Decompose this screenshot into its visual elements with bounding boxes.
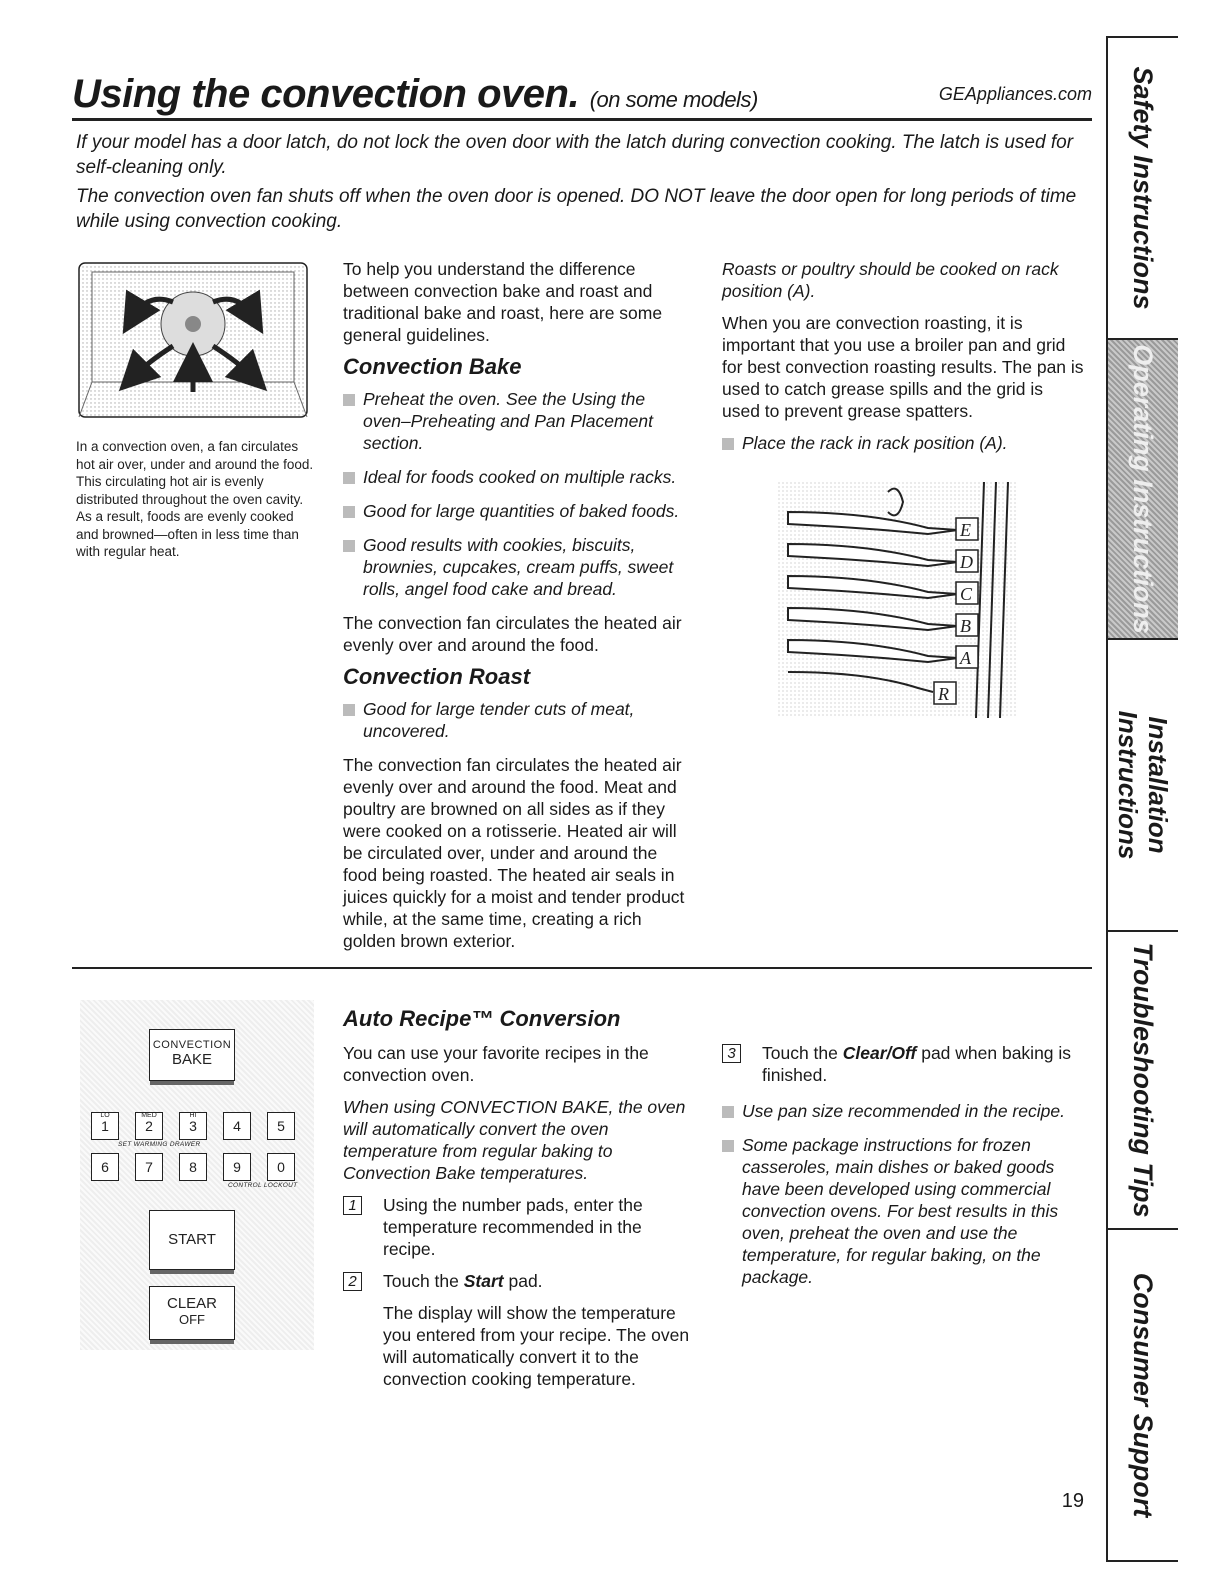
step-2-post: pad. <box>503 1271 543 1291</box>
number-key[interactable] <box>135 1112 163 1140</box>
key-digit: 8 <box>189 1159 197 1175</box>
rack-positions-figure <box>778 482 1018 718</box>
convection-bake-pad[interactable] <box>149 1029 235 1081</box>
convection-bake-heading: Convection Bake <box>343 354 522 379</box>
step-1-number: 1 <box>343 1196 362 1215</box>
step-1-text: Using the number pads, enter the temperature recommended in the recipe. <box>383 1195 643 1259</box>
step-3-post: pad when baking is finished. <box>762 1043 1072 1085</box>
step-2-start: Start <box>463 1271 504 1291</box>
recipe-bullet: Use pan size recommended in the recipe. <box>722 1100 1082 1122</box>
tab-label: Safety Instructions <box>1128 66 1158 310</box>
key-small-label: MED <box>141 1112 157 1119</box>
tab-label: Troubleshooting Tips <box>1128 942 1158 1218</box>
number-key[interactable] <box>267 1153 295 1181</box>
rack-illustration <box>778 482 1018 718</box>
page-title <box>72 72 758 117</box>
step-2-text: The display will show the temperature you entered from your recipe. The oven will automatically convert it to the convection cooking temperature. <box>383 1303 690 1389</box>
key-small-label: HI <box>189 1112 197 1119</box>
convection-bake-pad-line2: BAKE <box>171 1051 213 1068</box>
rack-label-d: D <box>960 552 973 572</box>
number-key[interactable] <box>179 1112 207 1140</box>
key-digit: 7 <box>145 1159 153 1175</box>
warming-drawer-label: SET WARMING DRAWER <box>118 1141 201 1148</box>
key-digit: 1 <box>101 1118 109 1134</box>
tab-label: Operating Instructions <box>1128 344 1158 634</box>
convection-roast-heading: Convection Roast <box>343 664 531 689</box>
website-link[interactable]: GEAppliances.com <box>938 84 1092 104</box>
section-rule <box>72 967 1092 969</box>
guidelines-intro: To help you understand the difference between convection bake and roast and traditional bake and roast, here are some general guidelines. <box>343 259 663 345</box>
rack-bullet: Place the rack in rack position (A). <box>722 432 1084 454</box>
auto-recipe-column-2 <box>722 1042 1082 1300</box>
step-2 <box>343 1270 693 1292</box>
key-digit: 4 <box>233 1118 241 1134</box>
step-3-clear-off: Clear/Off <box>842 1043 917 1063</box>
number-key[interactable] <box>223 1153 251 1181</box>
key-digit: 0 <box>277 1159 285 1175</box>
page-subtitle: (on some models) <box>589 87 758 112</box>
key-digit: 2 <box>145 1118 153 1134</box>
header-rule <box>72 118 1092 121</box>
tab-label: Consumer Support <box>1128 1272 1158 1518</box>
fan-illustration <box>78 262 308 418</box>
section-tabs <box>1106 36 1178 1562</box>
auto-recipe-note: When using CONVECTION BAKE, the oven will automatically convert the oven temperature from regular baking to Convection Bake temperatures. <box>343 1097 686 1183</box>
rack-position-note: Roasts or poultry should be cooked on rack position (A). <box>722 259 1059 301</box>
tab-safety-instructions[interactable] <box>1108 38 1178 340</box>
key-digit: 5 <box>277 1118 285 1134</box>
roasting-text: When you are convection roasting, it is important that you use a broiler pan and grid for best convection roasting results. The pan is used to catch grease spills and the grid is used to prevent grease spatters. <box>722 313 1084 421</box>
key-digit: 9 <box>233 1159 241 1175</box>
step-3 <box>722 1042 1082 1086</box>
clear-off-pad[interactable] <box>149 1286 235 1340</box>
bake-bullet: Ideal for foods cooked on multiple racks. <box>343 466 693 488</box>
bake-bullet: Good results with cookies, biscuits, brownies, cupcakes, cream puffs, sweet rolls, angel food cake and bread. <box>343 534 693 600</box>
control-panel-figure <box>80 1000 314 1350</box>
key-digit: 6 <box>101 1159 109 1175</box>
step-3-number: 3 <box>722 1044 741 1063</box>
recipe-bullet: Some package instructions for frozen casseroles, main dishes or baked goods have been developed using commercial convection ovens. For best results in this oven, preheat the oven and use the temperature, for regular baking, on the package. <box>722 1134 1082 1288</box>
rack-label-c: C <box>960 584 973 604</box>
fan-figure-caption: In a convection oven, a fan circulates hot air over, under and around the food. This circulating hot air is evenly distributed throughout the oven cavity. As a result, foods are evenly cooked and browned—often in less time than with regular heat. <box>76 439 314 559</box>
clear-off-pad-line2: OFF <box>179 1312 205 1327</box>
auto-recipe-intro: You can use your favorite recipes in the convection oven. <box>343 1043 649 1085</box>
rack-label-a: A <box>960 648 971 668</box>
bake-text: The convection fan circulates the heated air evenly over and around the food. <box>343 613 682 655</box>
auto-recipe-heading: Auto Recipe™ Conversion <box>343 1006 621 1031</box>
control-lockout-label: CONTROL LOCKOUT <box>228 1182 298 1189</box>
intro-latch-note: If your model has a door latch, do not lock the oven door with the latch during convection cooking. The latch is used for self-cleaning only. <box>76 132 1074 178</box>
tab-installation-instructions[interactable] <box>1108 640 1178 932</box>
convection-roasting-column <box>722 258 1084 466</box>
step-2-pre: Touch the <box>383 1271 464 1291</box>
key-digit: 3 <box>189 1118 197 1134</box>
tab-troubleshooting-tips[interactable] <box>1108 932 1178 1230</box>
step-2-number: 2 <box>343 1272 362 1291</box>
step-1 <box>343 1194 693 1260</box>
key-small-label: LO <box>100 1112 110 1119</box>
rack-label-e: E <box>960 520 971 540</box>
number-key[interactable] <box>91 1153 119 1181</box>
rack-label-b: B <box>960 616 971 636</box>
convection-bake-pad-line1: CONVECTION <box>152 1039 232 1051</box>
number-key[interactable] <box>267 1112 295 1140</box>
auto-recipe-column <box>343 1004 693 1400</box>
number-key[interactable] <box>135 1153 163 1181</box>
intro-fan-note: The convection oven fan shuts off when the oven door is opened. DO NOT leave the door open for long periods of time while using convection cooking. <box>76 186 1077 232</box>
number-key[interactable] <box>91 1112 119 1140</box>
bake-bullet: Preheat the oven. See the Using the oven–Preheating and Pan Placement section. <box>343 388 693 454</box>
number-key[interactable] <box>223 1112 251 1140</box>
convection-guidelines-column <box>343 258 693 962</box>
roast-bullet: Good for large tender cuts of meat, uncovered. <box>343 698 693 742</box>
number-key[interactable] <box>179 1153 207 1181</box>
rack-label-r: R <box>938 684 949 704</box>
start-pad[interactable]: START <box>149 1210 235 1270</box>
page-title-text: Using the convection oven. <box>72 72 580 116</box>
tab-operating-instructions[interactable] <box>1108 340 1178 640</box>
page-number: 19 <box>1061 1490 1084 1512</box>
clear-off-pad-line1: CLEAR <box>166 1295 218 1312</box>
tab-label: Installation Instructions <box>1113 710 1173 860</box>
bake-bullet: Good for large quantities of baked foods. <box>343 500 693 522</box>
convection-fan-figure <box>78 262 308 418</box>
tab-consumer-support[interactable] <box>1108 1230 1178 1560</box>
step-3-pre: Touch the <box>762 1043 843 1063</box>
roast-text: The convection fan circulates the heated air evenly over and around the food. Meat and poultry are browned on all sides as if they were cooked on a rotisserie. Heated air will be circulated over, under and around the food being roasted. The heated air seals in juices quickly for a moist and tender product while, at the same time, creating a rich golden brown exterior. <box>343 755 685 951</box>
